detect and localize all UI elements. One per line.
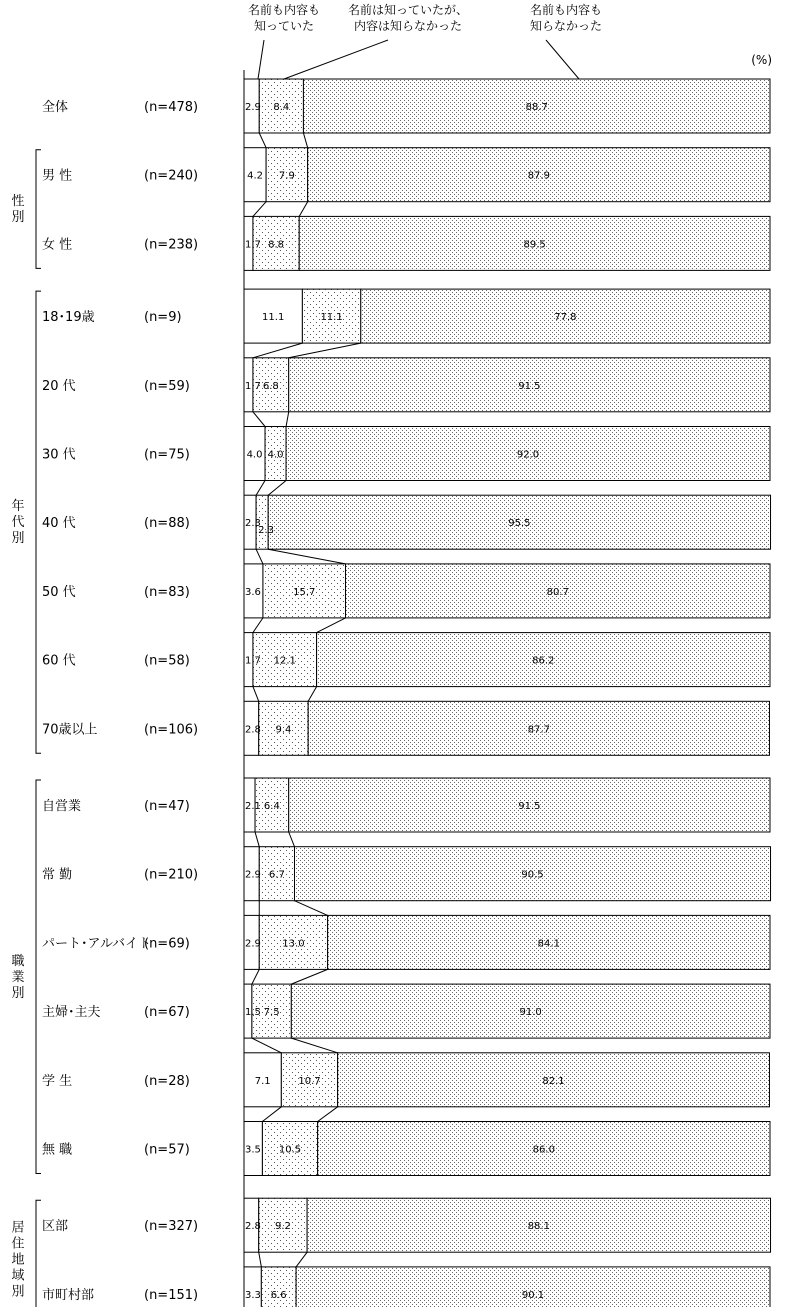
legend-label: 名前は知っていたが、 <box>347 3 469 17</box>
connector-line <box>259 133 266 148</box>
value-label: 89.5 <box>523 239 546 251</box>
row-n: (n=57) <box>144 1142 190 1158</box>
legend-label: 知らなかった <box>529 19 603 33</box>
connector-line <box>291 969 327 984</box>
value-label: 9.2 <box>274 1221 291 1233</box>
value-label: 2.8 <box>245 724 261 736</box>
connector-line <box>255 832 259 847</box>
connector-line <box>296 1252 307 1267</box>
row-n: (n=67) <box>144 1005 190 1021</box>
row-n: (n=106) <box>144 722 199 738</box>
value-label: 80.7 <box>546 586 569 598</box>
bar-segment-18-2 <box>261 1267 296 1307</box>
value-label: 84.1 <box>537 938 560 950</box>
group-bracket <box>36 291 41 753</box>
row-label: 市町村部 <box>42 1287 95 1303</box>
row-label: 50 代 <box>42 584 76 600</box>
row-label: 自営業 <box>42 799 82 814</box>
legend-leader-line <box>284 40 388 79</box>
value-label: 4.0 <box>246 449 263 461</box>
group-label: 年 <box>11 499 25 515</box>
value-label: 1.7 <box>245 239 261 251</box>
value-label: 11.1 <box>262 312 285 324</box>
row-n: (n=58) <box>144 653 190 669</box>
row-label: 主婦･主夫 <box>42 1005 101 1021</box>
row-label: 無 職 <box>42 1142 73 1158</box>
row-n: (n=59) <box>144 378 190 394</box>
row-n: (n=69) <box>144 936 190 952</box>
value-label: 86.0 <box>532 1144 555 1156</box>
row-label: 常 勤 <box>42 867 73 883</box>
value-label: 11.1 <box>320 312 343 324</box>
group-label: 性 <box>11 194 25 210</box>
connector-line <box>253 618 263 633</box>
row-label: 40 代 <box>42 516 76 532</box>
value-label: 4.2 <box>247 170 263 182</box>
group-label: 別 <box>11 1284 25 1300</box>
legend-leader-line <box>258 40 264 79</box>
value-label: 2.3 <box>245 518 261 530</box>
legend-leader-line <box>546 40 579 79</box>
connector-line <box>291 1038 337 1053</box>
group-label: 住 <box>11 1236 25 1252</box>
value-label: 77.8 <box>554 312 577 324</box>
value-label: 3.5 <box>245 1144 261 1156</box>
value-label: 10.5 <box>278 1144 302 1156</box>
value-label: 87.7 <box>527 724 550 736</box>
connector-line <box>268 549 345 564</box>
connector-line <box>253 202 266 217</box>
value-label: 88.7 <box>525 102 548 113</box>
value-label: 7.9 <box>278 170 295 182</box>
value-label: 6.4 <box>263 801 280 812</box>
connector-line <box>317 618 346 633</box>
row-n: (n=83) <box>144 584 190 600</box>
row-n: (n=238) <box>144 237 199 253</box>
row-n: (n=151) <box>144 1287 199 1303</box>
value-label: 88.1 <box>527 1221 550 1233</box>
value-label: 4.0 <box>267 449 284 461</box>
value-label: 1.7 <box>245 380 261 392</box>
value-label: 8.4 <box>273 102 290 113</box>
group-bracket <box>36 150 41 269</box>
connector-line <box>256 549 263 564</box>
connector-line <box>262 1107 281 1122</box>
connector-line <box>253 687 259 702</box>
row-label: パート･アルバイト <box>42 936 152 952</box>
connector-line <box>253 412 265 427</box>
row-n: (n=75) <box>144 447 190 463</box>
row-label: 70歳以上 <box>42 722 98 738</box>
value-label: 86.2 <box>532 655 555 667</box>
row-label: 20 代 <box>42 378 76 394</box>
connector-line <box>268 481 286 496</box>
row-n: (n=478) <box>144 100 199 115</box>
group-label: 職 <box>11 953 25 969</box>
value-label: 2.9 <box>245 938 261 950</box>
row-label: 30 代 <box>42 447 76 463</box>
connector-line <box>299 202 307 217</box>
value-label: 91.0 <box>519 1007 542 1019</box>
connector-line <box>318 1107 338 1122</box>
value-label: 13.0 <box>282 938 305 950</box>
value-label: 90.5 <box>521 869 544 881</box>
value-label: 91.5 <box>518 801 541 812</box>
connector-line <box>289 832 295 847</box>
legend-label: 知っていた <box>253 19 315 33</box>
unit-label: (%) <box>751 53 772 67</box>
connector-line <box>308 687 316 702</box>
connector-line <box>252 969 259 984</box>
group-bracket <box>36 1200 41 1307</box>
group-label: 居 <box>11 1220 25 1236</box>
value-label: 2.9 <box>245 102 261 113</box>
connector-line <box>289 343 361 358</box>
group-label: 別 <box>11 210 25 226</box>
group-label: 代 <box>11 515 25 531</box>
value-label: 87.9 <box>527 170 550 182</box>
value-label: 90.1 <box>521 1289 545 1301</box>
group-label: 別 <box>11 531 25 547</box>
value-label: 7.5 <box>263 1007 280 1019</box>
value-label: 92.0 <box>516 449 540 461</box>
row-n: (n=240) <box>144 168 199 184</box>
value-label: 6.7 <box>268 869 285 881</box>
legend-label: 内容は知らなかった <box>353 19 463 33</box>
value-label: 2.1 <box>245 801 261 812</box>
row-label: 男 性 <box>42 168 73 184</box>
value-label: 1.7 <box>245 655 261 667</box>
value-label: 10.7 <box>298 1075 321 1087</box>
group-label: 域 <box>11 1268 25 1284</box>
row-label: 18･19歳 <box>42 310 95 326</box>
row-label: 全体 <box>42 100 69 115</box>
bar-segment-18-1 <box>244 1267 261 1307</box>
connector-line <box>294 901 327 916</box>
bars <box>244 79 771 1307</box>
value-label: 2.9 <box>245 869 261 881</box>
value-label: 9.4 <box>275 724 292 736</box>
value-label: 2.8 <box>245 1221 261 1233</box>
connector-line <box>286 412 289 427</box>
group-bracket <box>36 780 41 1174</box>
row-label: 女 性 <box>42 237 73 253</box>
connector-line <box>252 1038 281 1053</box>
value-label: 2.3 <box>258 525 275 537</box>
legend-label: 名前も内容も <box>247 3 321 17</box>
value-label: 1.5 <box>245 1007 261 1019</box>
legend-label: 名前も内容も <box>529 3 603 17</box>
row-label: 学 生 <box>42 1073 73 1089</box>
value-label: 15.7 <box>293 586 316 598</box>
group-label: 地 <box>11 1252 25 1268</box>
value-label: 12.1 <box>273 655 296 667</box>
connector-line <box>256 481 265 496</box>
value-label: 7.1 <box>254 1075 271 1087</box>
row-n: (n=47) <box>144 799 190 814</box>
bar-segment-18-3 <box>296 1267 770 1307</box>
value-label: 6.6 <box>270 1289 287 1301</box>
value-label: 95.5 <box>508 518 531 530</box>
value-label: 6.8 <box>262 380 279 392</box>
value-label: 3.3 <box>245 1289 261 1301</box>
row-n: (n=9) <box>144 310 182 326</box>
connector-line <box>303 133 307 148</box>
group-label: 別 <box>11 985 25 1001</box>
connector-line <box>259 1252 262 1267</box>
connector-line <box>253 343 302 358</box>
group-label: 業 <box>11 969 25 985</box>
value-label: 8.8 <box>268 239 285 251</box>
value-label: 91.5 <box>518 380 541 392</box>
row-label: 60 代 <box>42 653 76 669</box>
value-label: 3.6 <box>245 586 261 598</box>
row-n: (n=88) <box>144 516 190 532</box>
row-label: 区部 <box>42 1219 69 1235</box>
row-n: (n=28) <box>144 1073 190 1089</box>
value-label: 82.1 <box>542 1075 565 1087</box>
row-n: (n=327) <box>144 1219 199 1235</box>
row-n: (n=210) <box>144 867 199 883</box>
